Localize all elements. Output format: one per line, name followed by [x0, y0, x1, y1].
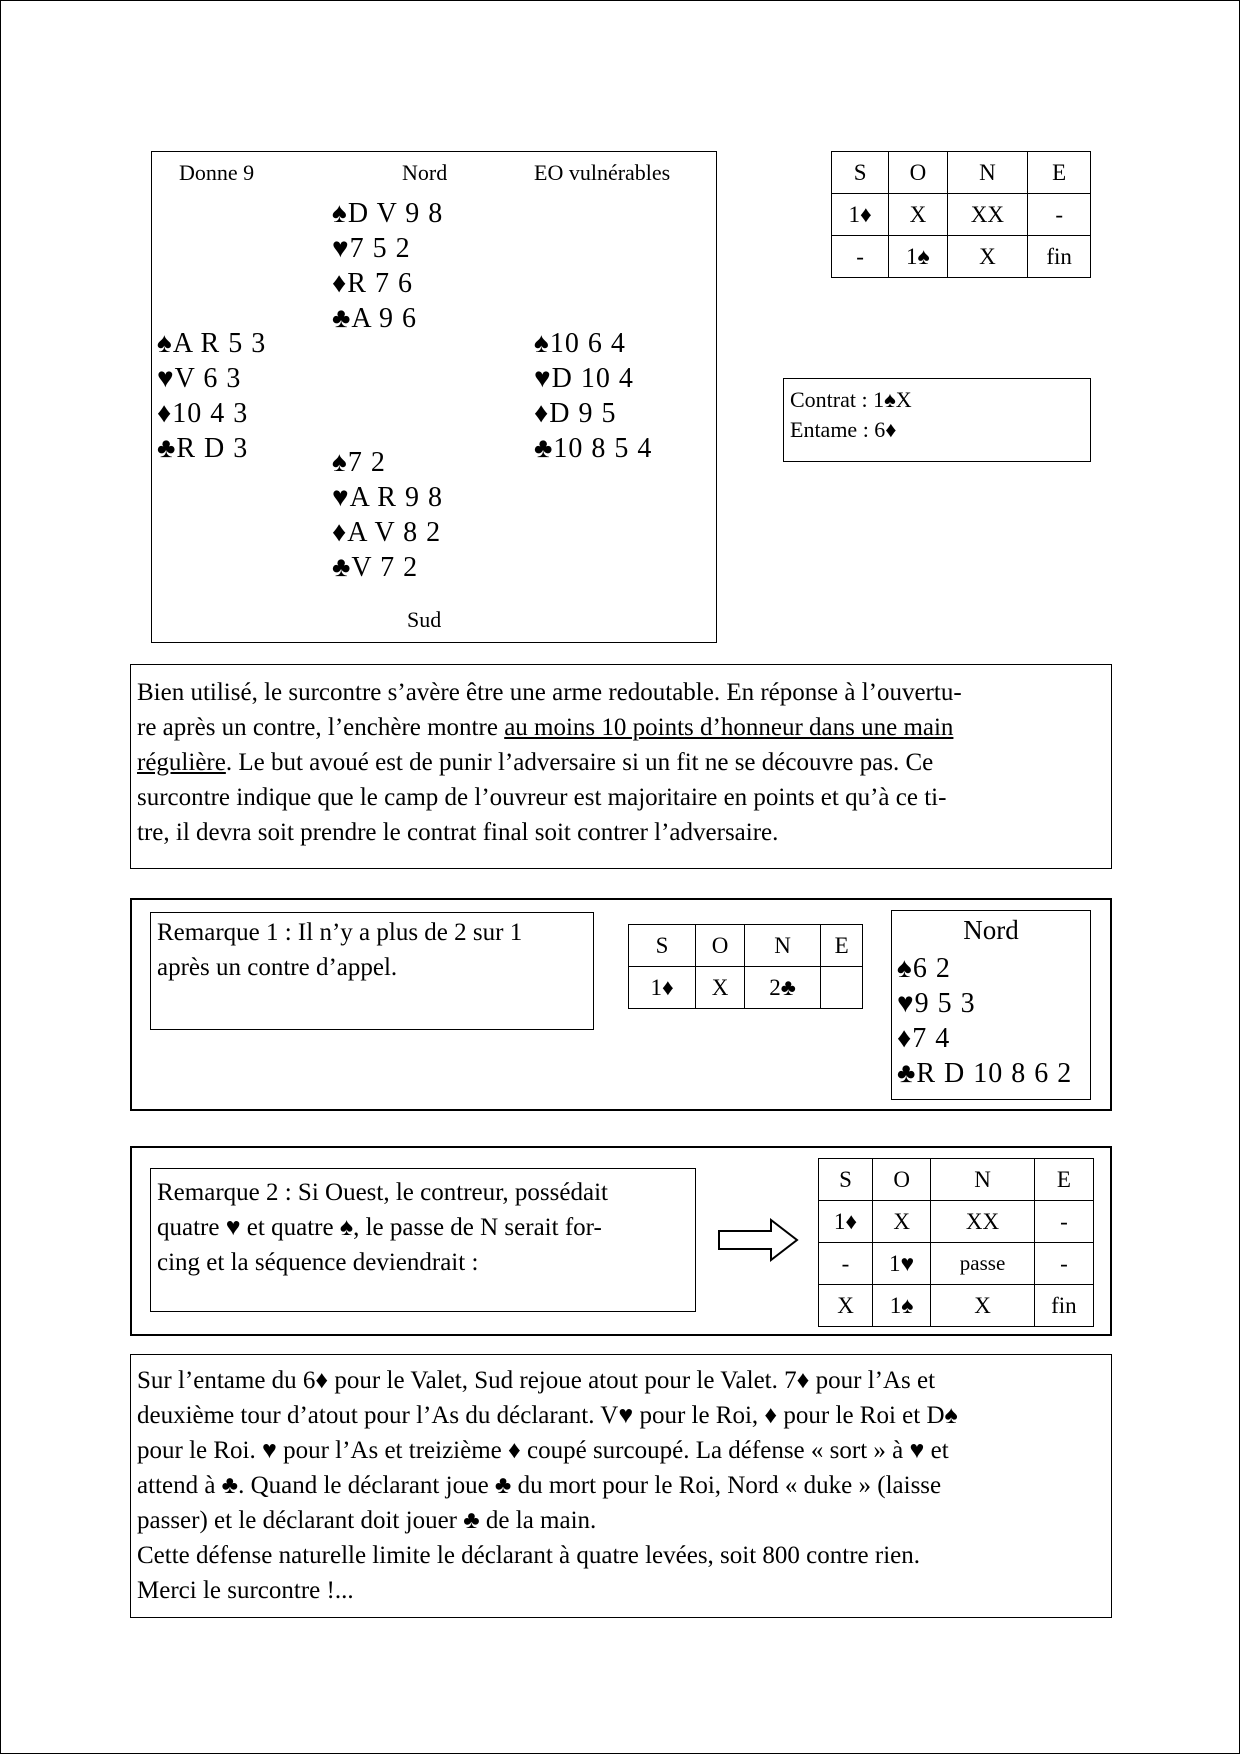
play-line: Sur l’entame du 6♦ pour le Valet, Sud rejoue atout pour le Valet. 7♦ pour l’As et	[137, 1367, 936, 1394]
north-spades: ♠D V 9 8	[332, 198, 444, 229]
intro-line	[137, 745, 1105, 780]
remark2-note	[150, 1168, 696, 1312]
board-number: Donne 9	[179, 160, 255, 185]
bid-cell: 1♦	[819, 1201, 873, 1243]
emphasis-text: régulière	[137, 749, 226, 776]
bid-cell: fin	[1028, 236, 1091, 278]
play-line: pour le Roi. ♥ pour l’As et treizième ♦ coupé surcoupé. La défense « sort » à ♥ et	[137, 1437, 949, 1464]
south-clubs: ♣V 7 2	[332, 552, 419, 583]
bid-header-n: N	[947, 152, 1028, 194]
south-hearts: ♥A R 9 8	[332, 482, 443, 513]
emphasis-text: au moins 10 points d’honneur dans une main	[504, 714, 954, 741]
north-clubs: ♣A 9 6	[332, 303, 418, 334]
east-hearts: ♥D 10 4	[534, 363, 634, 394]
bid-header-s: S	[832, 152, 889, 194]
east-clubs: ♣10 8 5 4	[534, 433, 653, 464]
remark1-bidding-table	[628, 924, 863, 1009]
bid-header-e: E	[821, 925, 863, 967]
bid-header-e: E	[1028, 152, 1091, 194]
bid-cell: X	[889, 194, 947, 236]
remark2-line: Remarque 2 : Si Ouest, le contreur, possédait	[157, 1179, 608, 1206]
play-commentary-box	[130, 1354, 1112, 1618]
remark2-panel	[130, 1146, 1112, 1336]
north-diamonds: ♦R 7 6	[332, 268, 413, 299]
bid-cell: X	[696, 967, 745, 1009]
bid-cell: X	[873, 1201, 931, 1243]
bid-cell: 1♠	[889, 236, 947, 278]
north-spades: ♠6 2	[897, 953, 951, 984]
bid-cell: X	[819, 1285, 873, 1327]
bid-header-s: S	[819, 1159, 873, 1201]
intro-text-segment: re après un contre, l’enchère montre	[137, 714, 505, 741]
remark2-bidding-table	[818, 1158, 1094, 1327]
intro-line	[137, 710, 1105, 745]
play-commentary-text	[137, 1363, 1105, 1608]
intro-line: Bien utilisé, le surcontre s’avère être une arme redoutable. En réponse à l’ouvertu-	[137, 679, 962, 706]
bid-cell: -	[1034, 1243, 1093, 1285]
remark1-north-hand	[897, 951, 1072, 1091]
bid-header-e: E	[1034, 1159, 1093, 1201]
bid-cell: X	[947, 236, 1028, 278]
remark1-note	[150, 912, 594, 1030]
north-diamonds: ♦7 4	[897, 1023, 951, 1054]
east-spades: ♠10 6 4	[534, 328, 626, 359]
remark1-line: Remarque 1 : Il n’y a plus de 2 sur 1	[157, 919, 523, 946]
bid-header-n: N	[931, 1159, 1035, 1201]
east-diamonds: ♦D 9 5	[534, 398, 617, 429]
vulnerability: EO vulnérables	[534, 160, 671, 185]
south-spades: ♠7 2	[332, 447, 386, 478]
south-label: Sud	[407, 607, 442, 632]
bid-cell: -	[1028, 194, 1091, 236]
bidding-table	[831, 151, 1091, 278]
bid-header-n: N	[744, 925, 820, 967]
bid-cell: passe	[931, 1243, 1035, 1285]
west-diamonds: ♦10 4 3	[157, 398, 249, 429]
bid-cell: 1♦	[832, 194, 889, 236]
play-line: Cette défense naturelle limite le déclarant à quatre levées, soit 800 contre rien.	[137, 1542, 920, 1569]
east-hand	[534, 326, 652, 466]
bid-header-s: S	[629, 925, 696, 967]
bid-cell: fin	[1034, 1285, 1093, 1327]
remark1-panel	[130, 898, 1112, 1111]
bid-cell: 2♣	[744, 967, 820, 1009]
bid-cell: X	[931, 1285, 1035, 1327]
play-line: deuxième tour d’atout pour l’As du déclarant. V♥ pour le Roi, ♦ pour le Roi et D♠	[137, 1402, 958, 1429]
west-hearts: ♥V 6 3	[157, 363, 242, 394]
bid-cell: 1♦	[629, 967, 696, 1009]
intro-text-segment: . Le but avoué est de punir l’adversaire si un fit ne se découvre pas. Ce	[225, 749, 934, 776]
west-clubs: ♣R D 3	[157, 433, 249, 464]
play-line: passer) et le déclarant doit jouer ♣ de la main.	[137, 1507, 597, 1534]
north-clubs: ♣R D 10 8 6 2	[897, 1058, 1073, 1089]
north-label: Nord	[402, 160, 448, 185]
north-hearts: ♥9 5 3	[897, 988, 976, 1019]
bid-header-o: O	[889, 152, 947, 194]
west-spades: ♠A R 5 3	[157, 328, 267, 359]
bid-cell: XX	[931, 1201, 1035, 1243]
arrow-right-icon	[717, 1218, 801, 1262]
intro-line: tre, il devra soit prendre le contrat final soit contrer l’adversaire.	[137, 819, 779, 846]
remark2-line: cing et la séquence deviendrait :	[157, 1249, 479, 1276]
intro-text	[137, 675, 1105, 850]
bid-cell: 1♠	[873, 1285, 931, 1327]
remark1-line: après un contre d’appel.	[157, 954, 398, 981]
south-hand	[332, 445, 443, 585]
bid-cell: -	[819, 1243, 873, 1285]
bid-cell: -	[1034, 1201, 1093, 1243]
north-title: Nord	[963, 915, 1019, 945]
remark1-north-hand-box	[891, 910, 1091, 1100]
bid-header-o: O	[696, 925, 745, 967]
remark2-line: quatre ♥ et quatre ♠, le passe de N serait for-	[157, 1214, 602, 1241]
bid-cell: 1♥	[873, 1243, 931, 1285]
contract-box	[783, 378, 1091, 462]
contract-line: Contrat : 1♠X	[790, 387, 912, 412]
bid-cell: -	[832, 236, 889, 278]
intro-line: surcontre indique que le camp de l’ouvreur est majoritaire en points et qu’à ce ti-	[137, 784, 947, 811]
north-hearts: ♥7 5 2	[332, 233, 411, 264]
bid-header-o: O	[873, 1159, 931, 1201]
lead-line: Entame : 6♦	[790, 417, 897, 442]
play-line: attend à ♣. Quand le déclarant joue ♣ du mort pour le Roi, Nord « duke » (laisse	[137, 1472, 942, 1499]
deal-diagram	[151, 151, 717, 643]
bid-cell	[821, 967, 863, 1009]
play-line: Merci le surcontre !...	[137, 1577, 354, 1604]
intro-box	[130, 664, 1112, 869]
south-diamonds: ♦A V 8 2	[332, 517, 442, 548]
west-hand	[157, 326, 266, 466]
north-hand	[332, 196, 443, 336]
bid-cell: XX	[947, 194, 1028, 236]
